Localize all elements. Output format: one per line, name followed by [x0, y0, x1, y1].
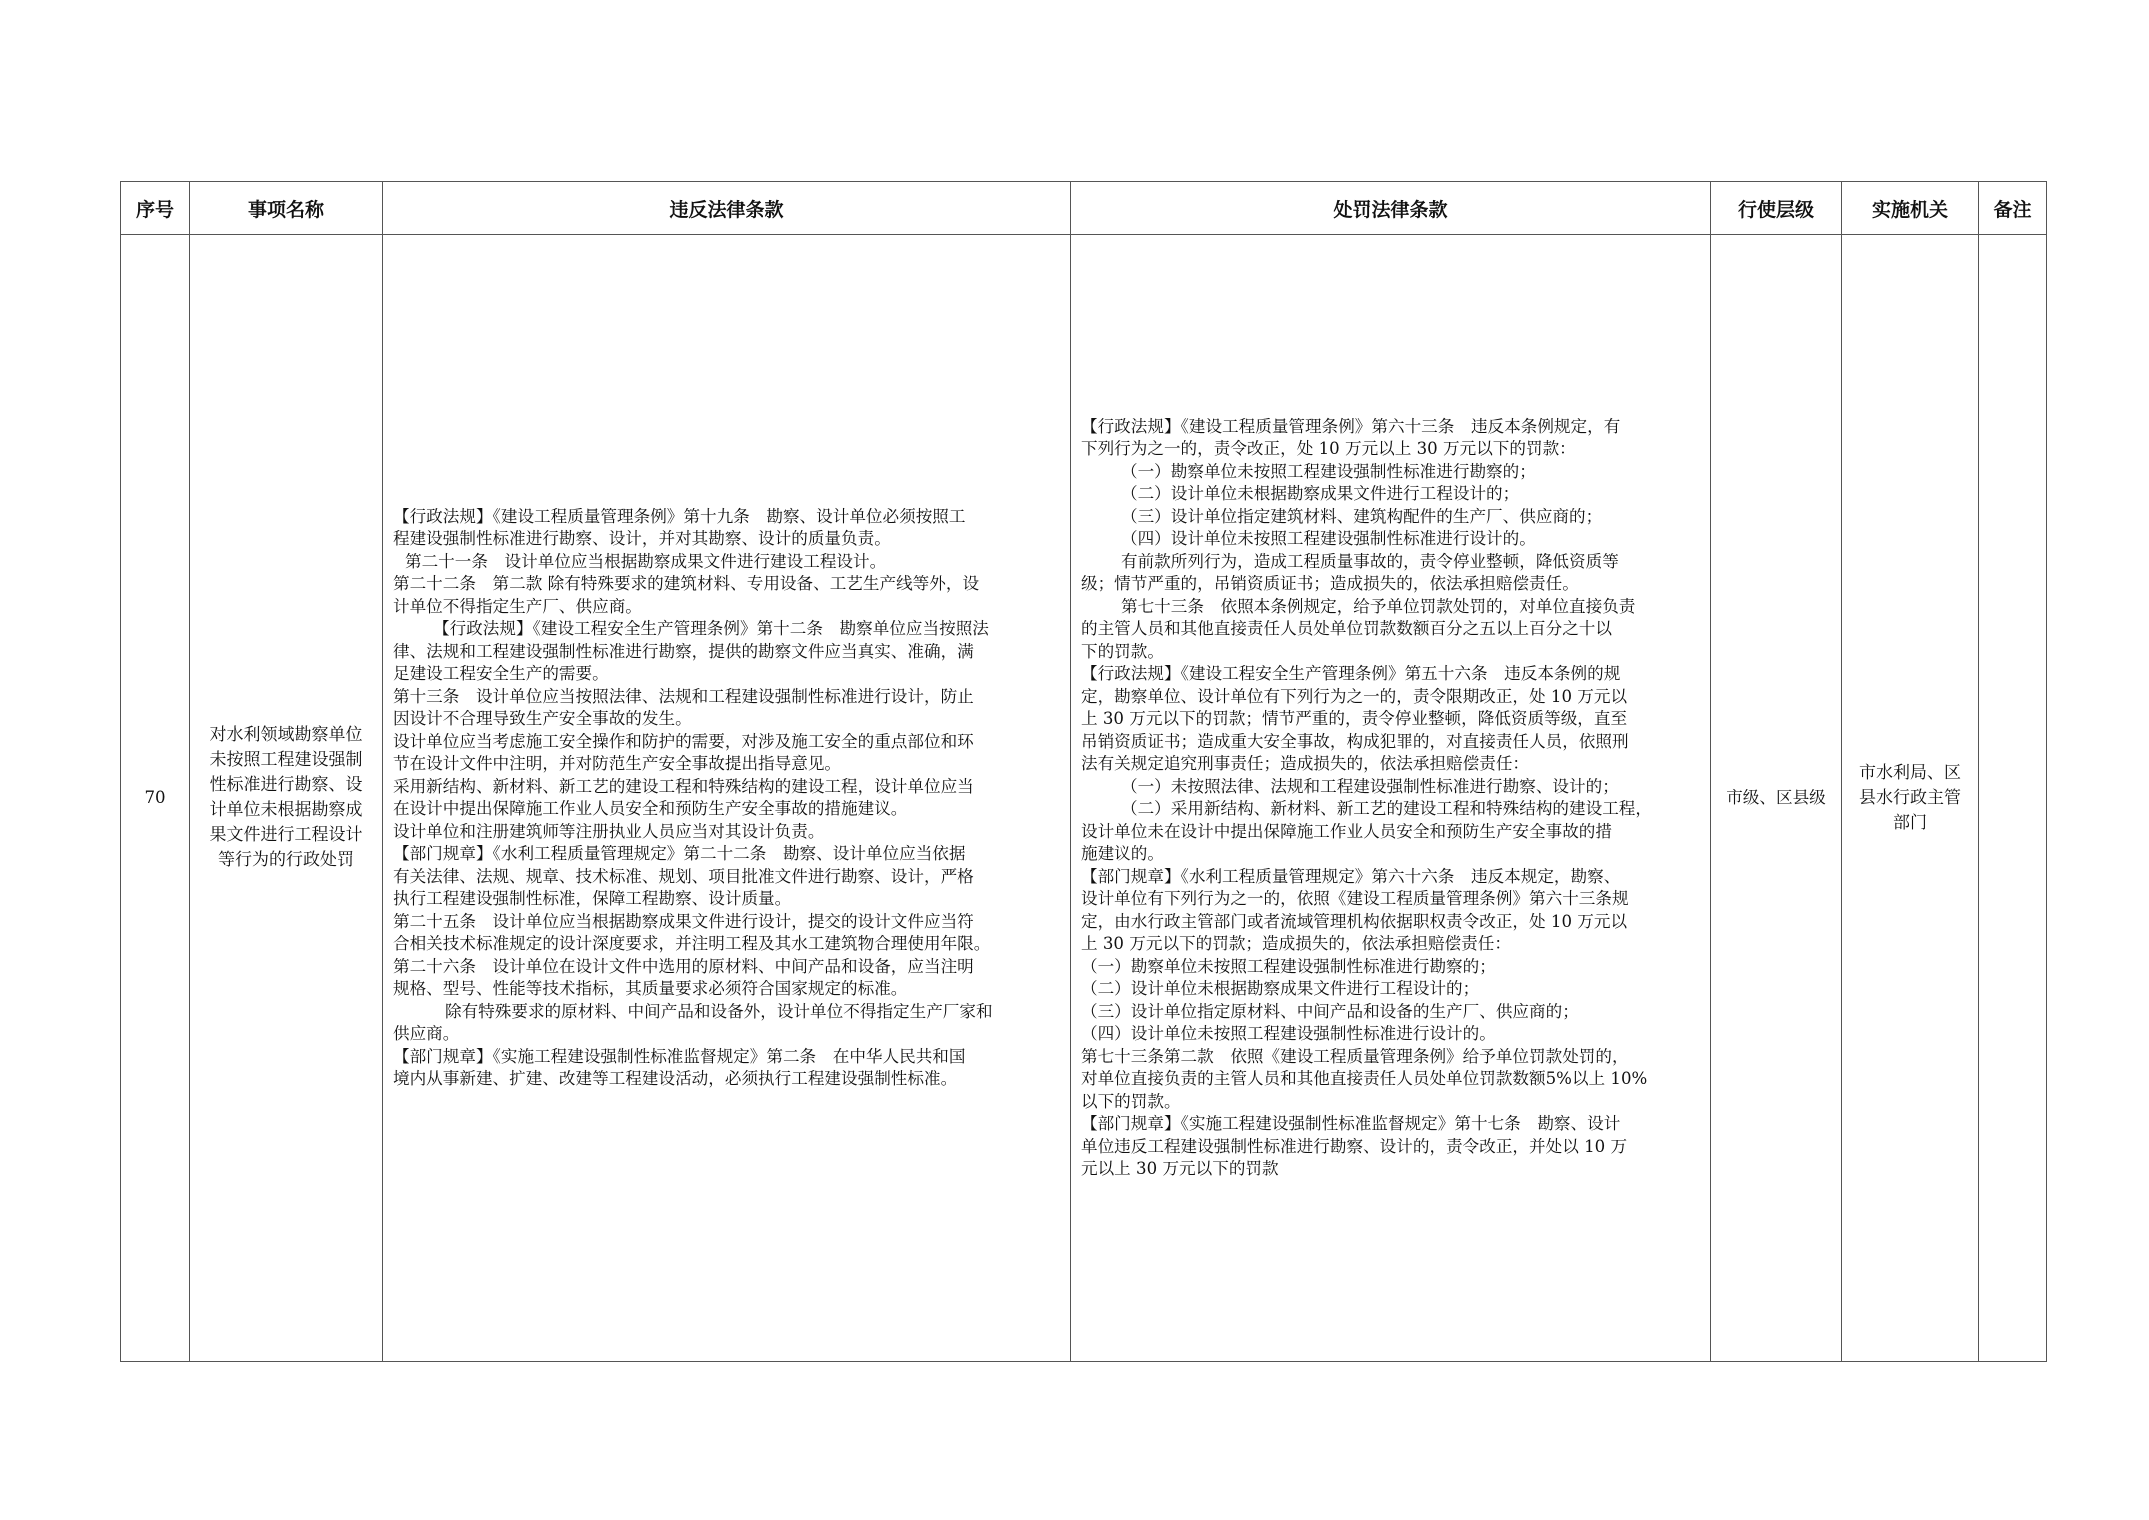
penalty-line: （四）设计单位未按照工程建设强制性标准进行设计的。 — [1081, 1024, 1496, 1043]
item-line: 计单位未根据勘察成 — [209, 800, 363, 820]
penalty-line: 第七十三条第二款 依照《建设工程质量管理条例》给予单位罚款处罚的， — [1081, 1046, 1629, 1066]
violation-line: 【部门规章】《水利工程质量管理规定》第二十二条 勘察、设计单位应当依据 — [393, 844, 966, 863]
penalty-line: 法有关规定追究刑事责任；造成损失的，依法承担赔偿责任： — [1081, 754, 1530, 773]
violation-line: 采用新结构、新材料、新工艺的建设工程和特殊结构的建设工程，设计单位应当 — [393, 776, 974, 796]
header-violation-clauses: 违反法律条款 — [383, 182, 1071, 235]
header-penalty-clauses: 处罚法律条款 — [1071, 182, 1711, 235]
row-penalty-clauses — [1071, 235, 1711, 1362]
penalty-line: 以下的罚款。 — [1081, 1091, 1181, 1111]
penalty-line: （一）勘察单位未按照工程建设强制性标准进行勘察的； — [1121, 461, 1536, 481]
table-row — [121, 235, 2047, 1362]
row-exercise-level: 市级、区县级 — [1711, 235, 1842, 1362]
penalty-line: 【部门规章】《实施工程建设强制性标准监督规定》第十七条 勘察、设计 — [1081, 1114, 1621, 1133]
violation-line: 第二十二条 第二款 除有特殊要求的建筑材料、专用设备、工艺生产线等外，设 — [393, 574, 980, 593]
penalty-line: （一）未按照法律、法规和工程建设强制性标准进行勘察、设计的； — [1121, 776, 1619, 796]
penalty-line: 单位违反工程建设强制性标准进行勘察、设计的，责令改正，并处以 10 万 — [1081, 1136, 1628, 1156]
penalty-line: （三）设计单位指定原材料、中间产品和设备的生产厂、供应商的； — [1081, 1001, 1579, 1021]
violation-line: 境内从事新建、扩建、改建等工程建设活动，必须执行工程建设强制性标准。 — [393, 1069, 958, 1088]
violation-line: 执行工程建设强制性标准，保障工程勘察、设计质量。 — [393, 889, 792, 908]
violation-line: 供应商。 — [393, 1024, 460, 1043]
item-line: 等行为的行政处罚 — [218, 850, 354, 870]
violation-line: 节在设计文件中注明，并对防范生产安全事故提出指导意见。 — [393, 754, 842, 773]
violation-line: 【行政法规】《建设工程质量管理条例》第十九条 勘察、设计单位必须按照工 — [393, 506, 966, 526]
header-index: 序号 — [121, 182, 190, 235]
violation-line: 规格、型号、性能等技术指标，其质量要求必须符合国家规定的标准。 — [393, 979, 908, 998]
violation-line: 第十三条 设计单位应当按照法律、法规和工程建设强制性标准进行设计，防止 — [393, 686, 974, 706]
row-violation-clauses — [383, 235, 1071, 1362]
item-line: 果文件进行工程设计 — [209, 825, 363, 845]
header-item-name: 事项名称 — [190, 182, 383, 235]
violation-line: 【部门规章】《实施工程建设强制性标准监督规定》第二条 在中华人民共和国 — [393, 1046, 966, 1066]
penalty-line: 第七十三条 依照本条例规定，给予单位罚款处罚的，对单位直接负责 — [1121, 596, 1636, 616]
penalty-line: 下列行为之一的，责令改正，处 10 万元以上 30 万元以下的罚款： — [1081, 439, 1576, 458]
penalty-table — [120, 181, 2047, 1362]
agency-line: 县水行政主管 — [1859, 787, 1961, 808]
penalty-line: 有前款所列行为，造成工程质量事故的，责令停业整顿，降低资质等 — [1121, 551, 1619, 571]
row-item-name — [190, 235, 383, 1362]
penalty-line: 设计单位有下列行为之一的，依照《建设工程质量管理条例》第六十三条规 — [1081, 889, 1629, 908]
penalty-line: （二）设计单位未根据勘察成果文件进行工程设计的； — [1081, 979, 1480, 998]
header-row — [121, 182, 2047, 235]
violation-line: 设计单位和注册建筑师等注册执业人员应当对其设计负责。 — [393, 821, 825, 841]
violation-line: 设计单位应当考虑施工安全操作和防护的需要，对涉及施工安全的重点部位和环 — [393, 731, 974, 751]
penalty-line: 对单位直接负责的主管人员和其他直接责任人员处单位罚款数额5%以上 10% — [1081, 1069, 1648, 1088]
penalty-line: （三）设计单位指定建筑材料、建筑构配件的生产厂、供应商的； — [1121, 506, 1603, 526]
violation-line: 计单位不得指定生产厂、供应商。 — [393, 596, 642, 616]
header-exercise-level: 行使层级 — [1711, 182, 1842, 235]
penalty-line: 设计单位未在设计中提出保障施工作业人员安全和预防生产安全事故的措 — [1081, 821, 1612, 841]
violation-line: 除有特殊要求的原材料、中间产品和设备外，设计单位不得指定生产厂家和 — [445, 1001, 993, 1021]
violation-line: 在设计中提出保障施工作业人员安全和预防生产安全事故的措施建议。 — [393, 799, 908, 818]
penalty-line: （四）设计单位未按照工程建设强制性标准进行设计的。 — [1121, 529, 1536, 548]
penalty-line: 【行政法规】《建设工程质量管理条例》第六十三条 违反本条例规定，有 — [1081, 416, 1621, 436]
row-remark — [1979, 235, 2047, 1362]
penalty-line: 定，由水行政主管部门或者流域管理机构依据职权责令改正，处 10 万元以 — [1081, 911, 1628, 931]
header-implementing-agency: 实施机关 — [1842, 182, 1979, 235]
item-line: 未按照工程建设强制 — [209, 750, 363, 770]
violation-line: 程建设强制性标准进行勘察、设计，并对其勘察、设计的质量负责。 — [393, 529, 891, 548]
penalty-line: 的主管人员和其他直接责任人员处单位罚款数额百分之五以上百分之十以 — [1081, 619, 1612, 638]
violation-line: 第二十一条 设计单位应当根据勘察成果文件进行建设工程设计。 — [405, 551, 887, 571]
penalty-line: 级；情节严重的，吊销资质证书；造成损失的，依法承担赔偿责任。 — [1081, 574, 1579, 593]
violation-line: 足建设工程安全生产的需要。 — [393, 664, 609, 683]
row-implementing-agency — [1842, 235, 1979, 1362]
penalty-line: （一）勘察单位未按照工程建设强制性标准进行勘察的； — [1081, 956, 1496, 976]
header-remark: 备注 — [1979, 182, 2047, 235]
agency-line: 市水利局、区 — [1859, 762, 1961, 783]
penalty-line: 上 30 万元以下的罚款；情节严重的，责令停业整顿，降低资质等级，直至 — [1081, 709, 1628, 728]
violation-line: 第二十五条 设计单位应当根据勘察成果文件进行设计，提交的设计文件应当符 — [393, 911, 974, 931]
item-line: 性标准进行勘察、设 — [209, 775, 363, 795]
row-index: 70 — [121, 235, 190, 1362]
penalty-line: 【部门规章】《水利工程质量管理规定》第六十六条 违反本规定，勘察、 — [1081, 866, 1621, 886]
penalty-line: 元以上 30 万元以下的罚款 — [1081, 1159, 1279, 1178]
penalty-line: 定，勘察单位、设计单位有下列行为之一的，责令限期改正，处 10 万元以 — [1081, 686, 1628, 706]
penalty-line: （二）采用新结构、新材料、新工艺的建设工程和特殊结构的建设工程， — [1121, 799, 1652, 818]
violation-line: 合相关技术标准规定的设计深度要求，并注明工程及其水工建筑物合理使用年限。 — [393, 934, 991, 953]
agency-line: 部门 — [1893, 812, 1927, 833]
violation-line: 有关法律、法规、规章、技术标准、规划、项目批准文件进行勘察、设计，严格 — [393, 866, 974, 886]
violation-line: 因设计不合理导致生产安全事故的发生。 — [393, 709, 692, 728]
item-line: 对水利领域勘察单位 — [209, 725, 363, 745]
violation-line: 【行政法规】《建设工程安全生产管理条例》第十二条 勘察单位应当按照法 — [433, 619, 989, 638]
penalty-line: （二）设计单位未根据勘察成果文件进行工程设计的； — [1121, 484, 1520, 503]
violation-line: 律、法规和工程建设强制性标准进行勘察，提供的勘察文件应当真实、准确，满 — [393, 641, 974, 661]
penalty-line: 上 30 万元以下的罚款；造成损失的，依法承担赔偿责任： — [1081, 934, 1511, 953]
penalty-line: 【行政法规】《建设工程安全生产管理条例》第五十六条 违反本条例的规 — [1081, 664, 1621, 683]
penalty-line: 施建议的。 — [1081, 844, 1164, 863]
penalty-line: 吊销资质证书；造成重大安全事故，构成犯罪的，对直接责任人员，依照刑 — [1081, 731, 1629, 751]
violation-line: 第二十六条 设计单位在设计文件中选用的原材料、中间产品和设备，应当注明 — [393, 956, 974, 976]
penalty-line: 下的罚款。 — [1081, 641, 1164, 661]
